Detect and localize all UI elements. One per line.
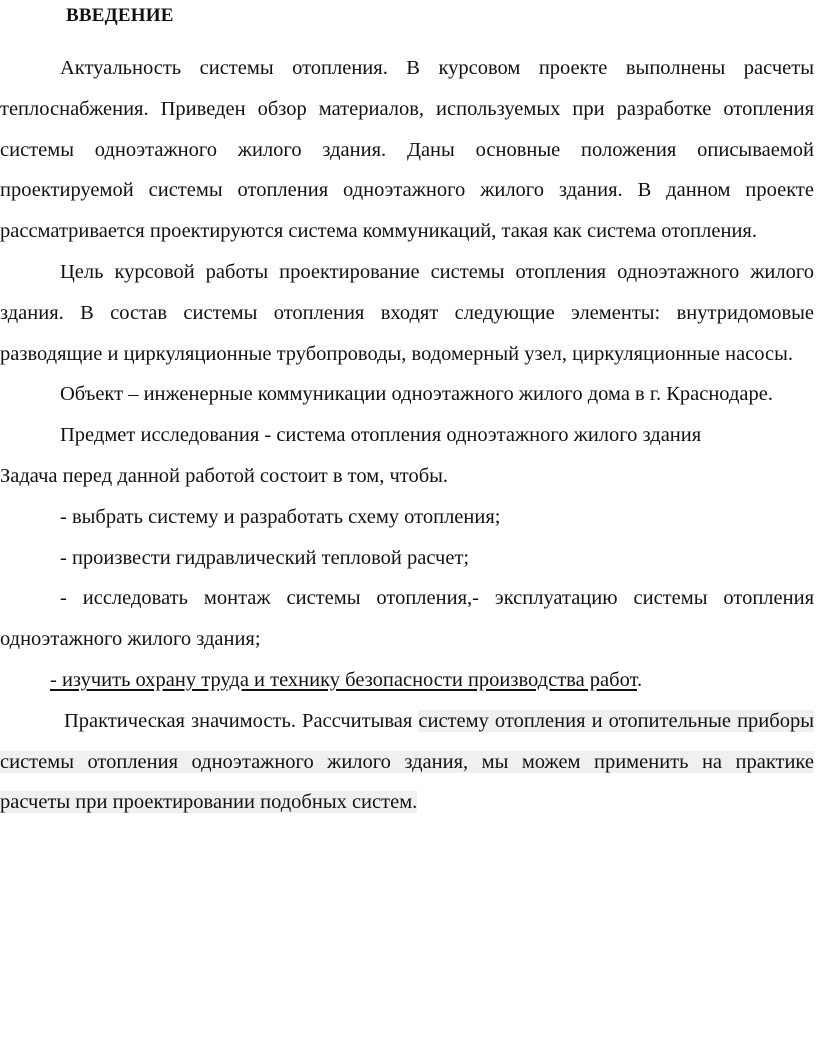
paragraph-object: Объект – инженерные коммуникации одноэтажного жилого дома в г. Краснодаре. (60, 383, 773, 406)
task-item-3: - исследовать монтаж системы отопления,- эксплуатацию системы отопления одноэтажного жилого здания; (0, 587, 814, 651)
paragraph-goal: Цель курсовой работы проектирование системы отопления одноэтажного жилого здания. В состав системы отопления входят следующие элементы: внутридомовые разводящие и циркуляционные трубопроводы, водомерный узел, циркуляционные насосы. (0, 260, 814, 365)
task-item-4-text: - изучить охрану труда и технику безопасности производства работ (50, 668, 637, 691)
task-item-1: - выбрать систему и разработать схему отопления; (60, 505, 501, 528)
paragraph-significance (0, 701, 814, 823)
significance-text-start: Практическая значимость. Рассчитывая (64, 709, 419, 732)
document-body (0, 48, 814, 823)
task-item-4-end: . (636, 668, 643, 691)
task-item-4 (0, 660, 814, 701)
page-title: ВВЕДЕНИЕ (66, 5, 174, 26)
task-item-2: - произвести гидравлический тепловой расчет; (60, 546, 470, 569)
paragraph-subject: Предмет исследования - система отопления одноэтажного жилого здания (60, 424, 702, 447)
paragraph-relevance: Актуальность системы отопления. В курсовом проекте выполнены расчеты теплоснабжения. Приведен обзор материалов, используемых при разработке отопления системы одноэтажного жилого здания. Даны основные положения описываемой проектируемой системы отопления одноэтажного жилого здания. В данном проекте рассматривается проектируются система коммуникаций, такая как система отопления. (0, 57, 814, 243)
significance-text-highlighted: систему отопления и отопительные приборы системы отопления одноэтажного жилого здания, мы можем применить на практике расчеты при проектировании подобных систем. (0, 709, 814, 814)
paragraph-task: Задача перед данной работой состоит в том, чтобы. (0, 464, 449, 487)
